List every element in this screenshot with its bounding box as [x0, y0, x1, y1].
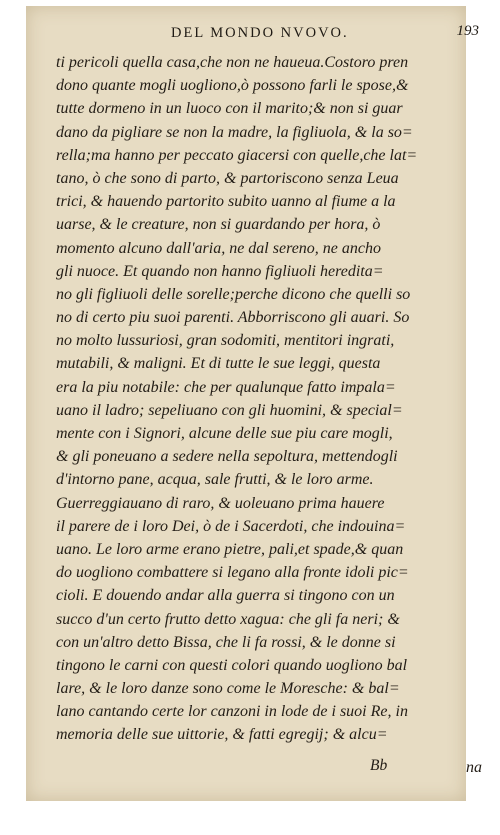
text-line: no di certo piu suoi parenti. Abborriscono gli auari. So — [56, 309, 410, 327]
text-line: dano da pigliare se non la madre, la figliuola, & la so= — [56, 123, 413, 141]
text-line: lare, & le loro danze sono come le Moresche: & bal= — [56, 680, 400, 698]
text-line: trici, & hauendo partorito subito uanno al fiume a la — [56, 193, 396, 211]
text-line: con un'altro detto Bissa, che li fa rossi, & le donne si — [56, 633, 396, 651]
catchword: na — [466, 759, 482, 776]
text-line: uarse, & le creature, non si guardando per hora, ò — [56, 216, 381, 234]
text-line: era la piu notabile: che per qualunque fatto impala= — [56, 378, 396, 396]
text-line: no gli figliuoli delle sorelle;perche dicono che quelli so — [56, 285, 411, 303]
text-line: uano il ladro; sepeliuano con gli huomini, & special= — [56, 401, 403, 419]
text-line: rella;ma hanno per peccato giacersi con quelle,che lat= — [56, 146, 418, 164]
text-line: & gli poneuano a sedere nella sepoltura, mettendogli — [56, 448, 398, 466]
text-line: cioli. E douendo andar alla guerra si tingono con un — [56, 587, 395, 605]
body-text — [56, 51, 482, 747]
text-line: ti pericoli quella casa,che non ne haueua.Costoro pren — [56, 54, 409, 71]
text-line: succo d'un certo frutto detto xagua: che gli fa neri; & — [56, 610, 400, 628]
text-line: il parere de i loro Dei, ò de i Sacerdoti, che indouina= — [56, 517, 406, 535]
page-footer — [56, 757, 482, 781]
text-line: do uogliono combattere si legano alla fronte idoli pic= — [56, 564, 409, 582]
text-line: memoria delle sue uittorie, & fatti egregij; & alcu= — [56, 726, 388, 744]
page-number: 193 — [456, 23, 479, 39]
text-line: Guerreggiauano di raro, & uoleuano prima hauere — [56, 494, 385, 512]
text-line: mutabili, & maligni. Et di tutte le sue leggi, questa — [56, 355, 381, 373]
text-line: mente con i Signori, alcune delle sue piu care mogli, — [56, 425, 393, 442]
text-line: d'intorno pane, acqua, sale frutti, & le loro arme. — [56, 471, 374, 489]
book-page — [26, 6, 482, 801]
text-line: gli nuoce. Et quando non hanno figliuoli heredita= — [56, 262, 384, 280]
text-line: no molto lussuriosi, gran sodomiti, mentitori ingrati, — [56, 332, 395, 350]
text-line: momento alcuno dall'aria, ne dal sereno, ne ancho — [56, 239, 381, 257]
text-line: tano, ò che sono di parto, & partoriscono senza Leua — [56, 169, 399, 187]
text-line: lano cantando certe lor canzoni in lode de i suoi Re, in — [56, 703, 408, 721]
signature-mark: Bb — [370, 757, 388, 774]
text-line: tingono le carni con questi colori quando uogliono bal — [56, 656, 408, 674]
text-line: tutte dormeno in un luoco con il marito;& non si guar — [56, 100, 403, 118]
running-head — [54, 25, 479, 51]
text-line: uano. Le loro arme erano pietre, pali,et spade,& quan — [56, 540, 404, 558]
running-title: DEL MONDO NVOVO. — [171, 25, 349, 41]
text-line: dono quante mogli uogliono,ò possono farli le spose,& — [56, 77, 409, 95]
